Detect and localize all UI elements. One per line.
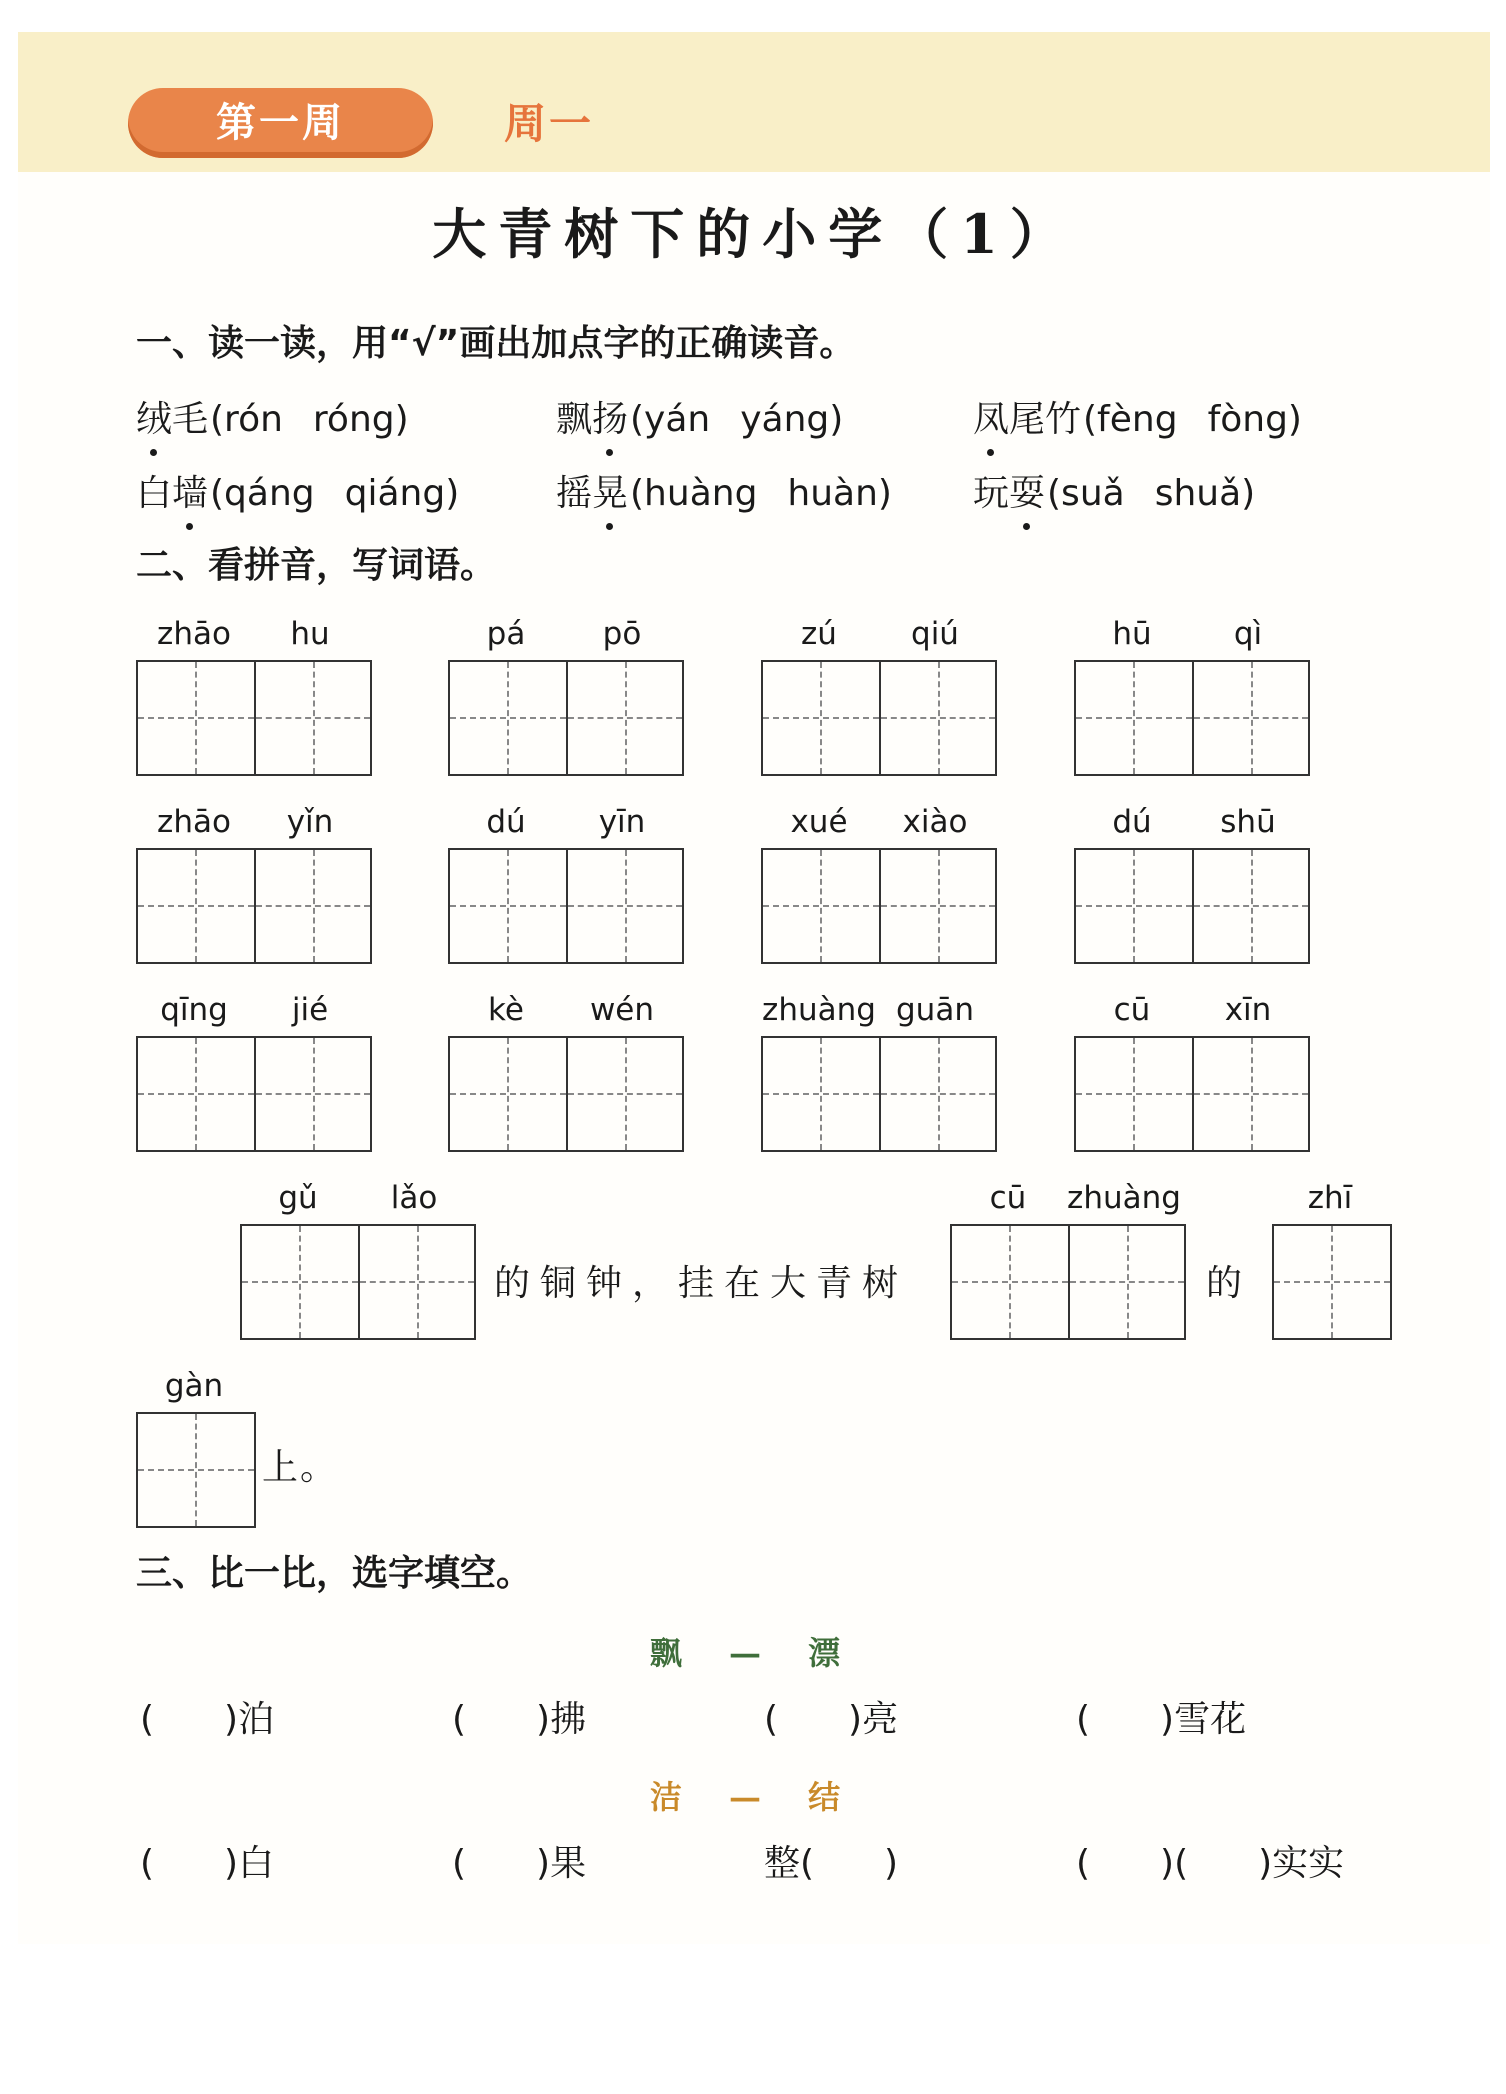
pron-word: 凤尾竹: [973, 399, 1081, 440]
pinyin-label: gàn: [164, 1368, 224, 1404]
pinyin-label: lǎo: [390, 1180, 438, 1216]
pinyin-word: [448, 992, 680, 1032]
writing-grid: [1074, 1036, 1310, 1152]
tian-cell[interactable]: [242, 1226, 358, 1338]
pron-option[interactable]: huàn): [787, 473, 892, 514]
pinyin-label: qì: [1233, 616, 1263, 652]
fill-item[interactable]: ( )拂: [452, 1699, 587, 1740]
fill-item[interactable]: ( )( )实实: [1076, 1843, 1345, 1884]
writing-grid: [950, 1224, 1186, 1340]
pinyin-label: yǐn: [286, 804, 334, 840]
writing-grid: [136, 848, 372, 964]
pinyin-label: cū: [1113, 992, 1151, 1028]
tian-cell[interactable]: [879, 662, 995, 774]
pinyin-word: [1074, 992, 1306, 1032]
pinyin-label: qīng: [160, 992, 228, 1028]
tian-cell[interactable]: [254, 1038, 370, 1150]
pinyin-label: kè: [488, 992, 524, 1028]
tian-cell[interactable]: [879, 850, 995, 962]
pinyin-label: xīn: [1224, 992, 1272, 1028]
week-badge: 第一周: [128, 88, 433, 158]
tian-cell[interactable]: [1192, 850, 1308, 962]
sentence-text: 的: [1206, 1263, 1253, 1304]
pron-option[interactable]: (rón: [210, 399, 283, 440]
writing-grid: [1074, 848, 1310, 964]
pinyin-word: [1074, 616, 1306, 656]
pinyin-label: pō: [602, 616, 642, 652]
worksheet-page: [18, 32, 1490, 1944]
pron-item: [973, 470, 1255, 518]
writing-grid: [136, 1036, 372, 1152]
fill-item[interactable]: ( )泊: [140, 1699, 275, 1740]
pinyin-word: [448, 804, 680, 844]
writing-grid: [1272, 1224, 1392, 1340]
tian-cell[interactable]: [358, 1226, 474, 1338]
writing-grid: [761, 1036, 997, 1152]
writing-grid: [136, 660, 372, 776]
pinyin-label: xiào: [902, 804, 968, 840]
tian-cell[interactable]: [254, 662, 370, 774]
pron-word: 飘扬: [556, 399, 628, 440]
tian-cell[interactable]: [1192, 1038, 1308, 1150]
writing-grid: [136, 1412, 256, 1528]
tian-cell[interactable]: [138, 662, 254, 774]
pinyin-label: zhāo: [157, 804, 231, 840]
pron-word: 玩耍: [973, 473, 1045, 514]
pron-item: [136, 470, 459, 518]
pinyin-label: zú: [801, 616, 837, 652]
pron-option[interactable]: róng): [312, 399, 409, 440]
pron-option[interactable]: shuǎ): [1154, 473, 1256, 514]
writing-grid: [240, 1224, 476, 1340]
tian-cell[interactable]: [138, 850, 254, 962]
pron-option[interactable]: (suǎ: [1047, 473, 1125, 514]
tian-cell[interactable]: [1192, 662, 1308, 774]
pron-item: [556, 470, 892, 518]
pinyin-word: [1272, 1180, 1388, 1220]
pinyin-word: [448, 616, 680, 656]
tian-cell[interactable]: [1076, 1038, 1192, 1150]
pinyin-label: zhuàng: [1067, 1180, 1181, 1216]
tian-cell[interactable]: [1068, 1226, 1184, 1338]
char-pair: 飘 — 漂: [649, 1634, 859, 1672]
pinyin-word: [136, 1368, 252, 1408]
fill-item[interactable]: ( )雪花: [1076, 1699, 1247, 1740]
writing-grid: [448, 660, 684, 776]
section3-heading: 三、比一比，选字填空。: [136, 1553, 533, 1594]
pron-word: 绒毛: [136, 399, 208, 440]
writing-grid: [761, 660, 997, 776]
writing-grid: [448, 1036, 684, 1152]
pinyin-label: yīn: [598, 804, 646, 840]
tian-cell[interactable]: [879, 1038, 995, 1150]
pinyin-word: [950, 1180, 1182, 1220]
pinyin-label: jié: [291, 992, 329, 1028]
tian-cell[interactable]: [566, 850, 682, 962]
pinyin-label: shū: [1220, 804, 1276, 840]
pinyin-label: xué: [790, 804, 848, 840]
fill-item[interactable]: 整( ): [764, 1843, 899, 1884]
pinyin-word: [136, 616, 368, 656]
pron-item: [556, 396, 843, 444]
tian-cell[interactable]: [138, 1414, 254, 1526]
tian-cell[interactable]: [763, 1038, 879, 1150]
pinyin-word: [761, 616, 993, 656]
pinyin-label: dú: [1112, 804, 1152, 840]
section2-heading: 二、看拼音，写词语。: [136, 545, 497, 586]
section1-heading: 一、读一读，用“√”画出加点字的正确读音。: [136, 323, 856, 364]
pinyin-label: zhuàng: [762, 992, 876, 1028]
pinyin-label: zhāo: [157, 616, 231, 652]
day-label: 周一: [504, 99, 595, 148]
pron-item: [136, 396, 409, 444]
tian-cell[interactable]: [566, 1038, 682, 1150]
tian-cell[interactable]: [566, 662, 682, 774]
tian-cell[interactable]: [1076, 850, 1192, 962]
pinyin-word: [136, 804, 368, 844]
pron-word: 摇晃: [556, 473, 628, 514]
pinyin-label: hu: [290, 616, 330, 652]
tian-cell[interactable]: [1076, 662, 1192, 774]
pron-item: [973, 396, 1302, 444]
pinyin-label: zhī: [1307, 1180, 1353, 1216]
sentence-text: 的铜钟，挂在大青树: [494, 1263, 909, 1304]
fill-item[interactable]: ( )果: [452, 1843, 587, 1884]
writing-grid: [1074, 660, 1310, 776]
pron-option[interactable]: qiáng): [344, 473, 460, 514]
char-pair: 洁 — 结: [649, 1778, 859, 1816]
pron-word: 白墙: [136, 473, 208, 514]
pinyin-word: [1074, 804, 1306, 844]
writing-grid: [761, 848, 997, 964]
pinyin-word: [761, 992, 993, 1032]
writing-grid: [448, 848, 684, 964]
fill-item[interactable]: ( )白: [140, 1843, 275, 1884]
pron-option[interactable]: (qáng: [210, 473, 315, 514]
pinyin-label: qiú: [911, 616, 959, 652]
pron-option[interactable]: (fèng: [1083, 399, 1178, 440]
sentence-text: 上。: [262, 1447, 339, 1488]
pinyin-label: pá: [486, 616, 526, 652]
pron-option[interactable]: yáng): [740, 399, 844, 440]
pinyin-label: cū: [989, 1180, 1027, 1216]
tian-cell[interactable]: [254, 850, 370, 962]
pinyin-word: [136, 992, 368, 1032]
pron-option[interactable]: (yán: [630, 399, 711, 440]
tian-cell[interactable]: [450, 850, 566, 962]
pinyin-label: dú: [486, 804, 526, 840]
tian-cell[interactable]: [763, 662, 879, 774]
tian-cell[interactable]: [763, 850, 879, 962]
pinyin-label: wén: [589, 992, 655, 1028]
pinyin-word: [240, 1180, 472, 1220]
tian-cell[interactable]: [952, 1226, 1068, 1338]
lesson-title: 大青树下的小学（1）: [432, 202, 1076, 266]
pinyin-label: guān: [896, 992, 974, 1028]
pinyin-label: gǔ: [278, 1180, 318, 1216]
header-banner: [18, 32, 1490, 172]
pron-option[interactable]: (huàng: [630, 473, 758, 514]
pron-option[interactable]: fòng): [1207, 399, 1302, 440]
tian-cell[interactable]: [138, 1038, 254, 1150]
tian-cell[interactable]: [450, 662, 566, 774]
pinyin-label: hū: [1112, 616, 1152, 652]
tian-cell[interactable]: [450, 1038, 566, 1150]
fill-item[interactable]: ( )亮: [764, 1699, 899, 1740]
tian-cell[interactable]: [1274, 1226, 1390, 1338]
pinyin-word: [761, 804, 993, 844]
